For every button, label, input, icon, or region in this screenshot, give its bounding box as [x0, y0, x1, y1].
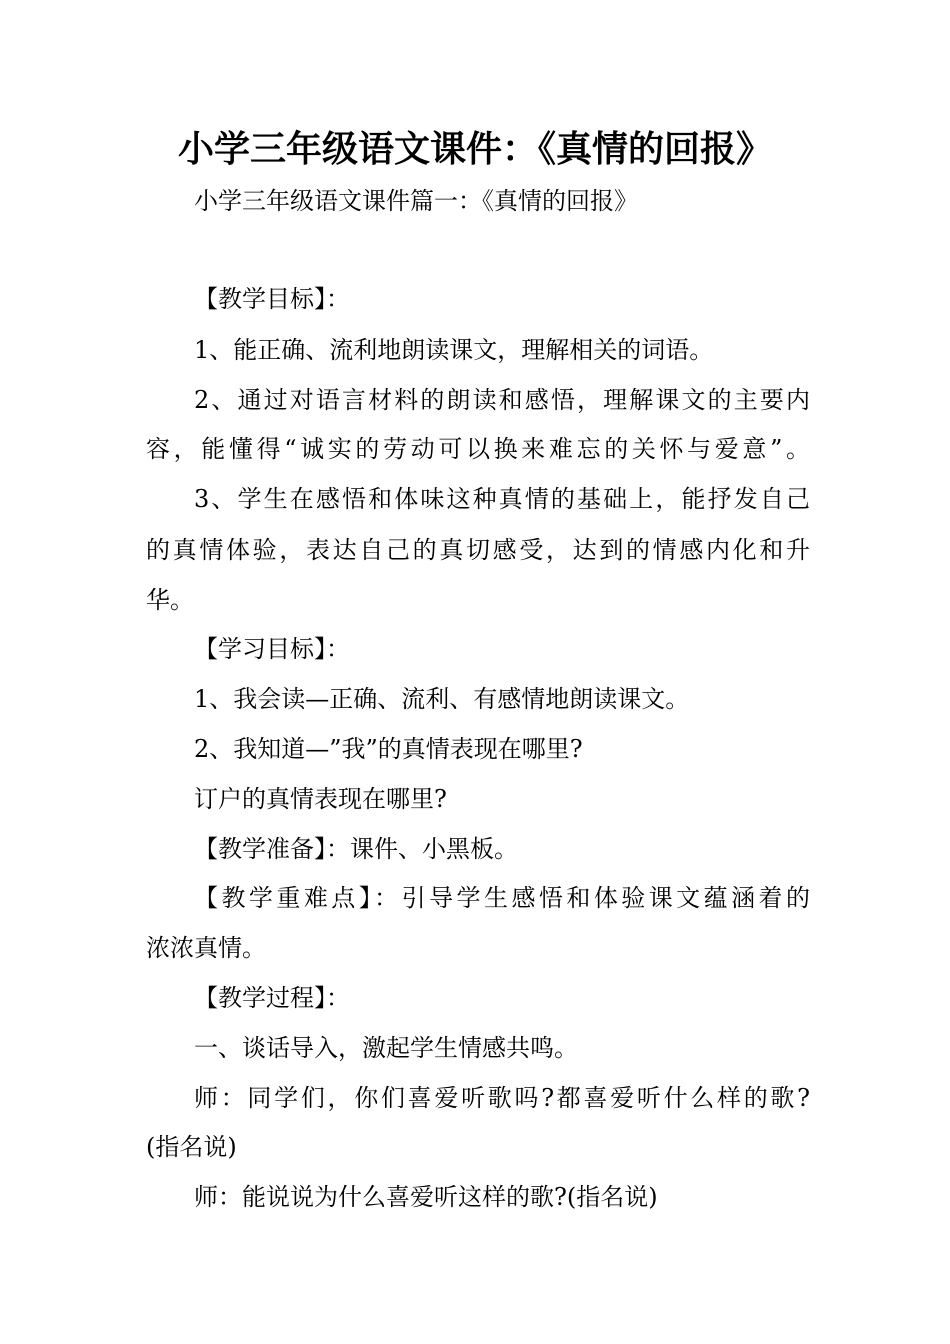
section-heading-learning-goals: 【学习目标】： — [194, 635, 350, 663]
text-line: 的真情体验，表达自己的真切感受，达到的情感内化和升 — [146, 536, 810, 564]
section-heading-key-points: 【教学重难点】：引导学生感悟和体验课文蕴涵着的 — [194, 884, 810, 912]
text-line: 订户的真情表现在哪里? — [194, 785, 447, 813]
text-line: 浓浓真情。 — [146, 934, 266, 962]
document-title: 小学三年级语文课件：《真情的回报》 — [177, 129, 772, 170]
section-heading-teaching-goals: 【教学目标】： — [194, 285, 350, 313]
section-heading-process: 【教学过程】： — [194, 984, 350, 1012]
text-line: 师：能说说为什么喜爱听这样的歌?(指名说) — [194, 1183, 658, 1211]
text-line: 容，能懂得“诚实的劳动可以换来难忘的关怀与爱意”。 — [146, 435, 810, 463]
text-line: 师：同学们，你们喜爱听歌吗?都喜爱听什么样的歌? — [194, 1084, 810, 1112]
text-line: 2、通过对语言材料的朗读和感悟，理解课文的主要内 — [194, 386, 810, 414]
document-subtitle: 小学三年级语文课件篇一：《真情的回报》 — [194, 187, 638, 215]
text-line: 华。 — [146, 586, 194, 614]
text-line: 1、能正确、流利地朗读课文，理解相关的词语。 — [194, 336, 714, 364]
text-line: 一、谈话导入，激起学生情感共鸣。 — [194, 1034, 578, 1062]
text-line: 2、我知道—”我”的真情表现在哪里? — [194, 735, 583, 763]
text-line: 1、我会读—正确、流利、有感情地朗读课文。 — [194, 685, 690, 713]
section-heading-preparation: 【教学准备】：课件、小黑板。 — [194, 835, 518, 863]
text-line: (指名说) — [146, 1133, 237, 1161]
text-line: 3、学生在感悟和体味这种真情的基础上，能抒发自己 — [194, 485, 810, 513]
